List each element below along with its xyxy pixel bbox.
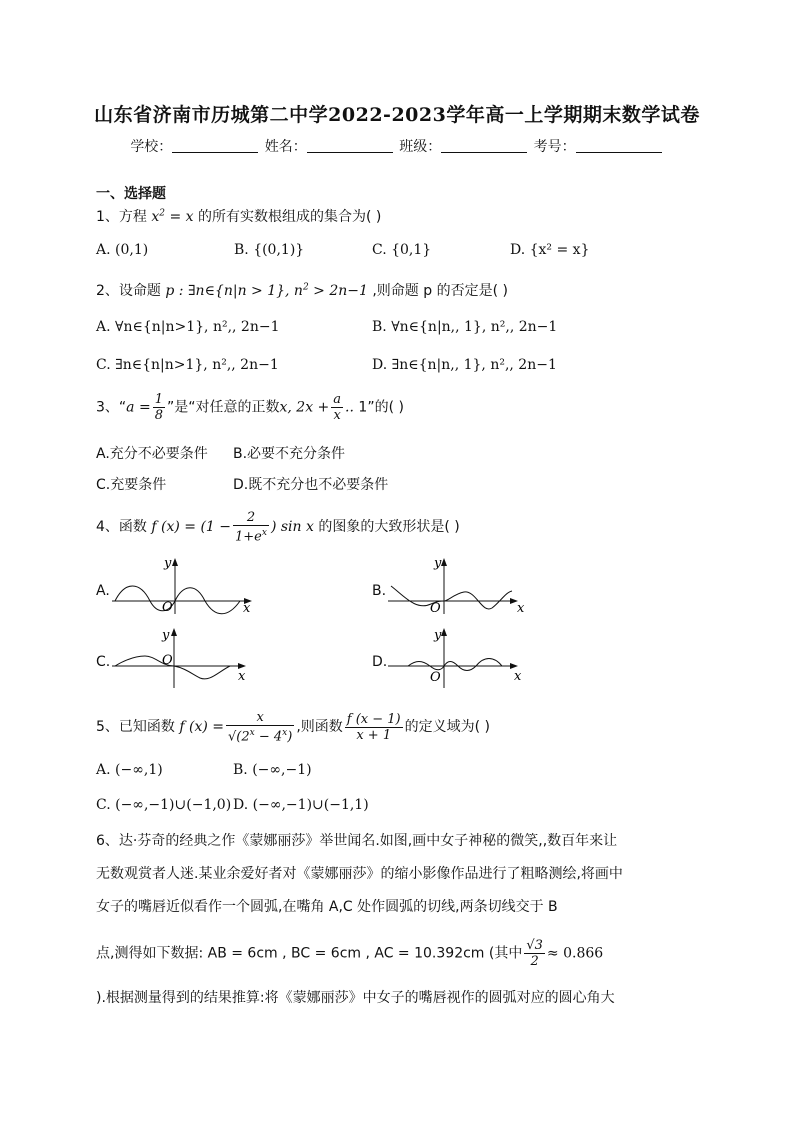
q2-stem [96,280,508,300]
q5-fraction-2: $\frac{f (x - 1)}{x + 1}$ [346,711,401,743]
q2-option-d[interactable]: D. ∃n∈{n|n,, 1}, n²,, 2n−1 [372,357,557,373]
q6-line-4-post: ≈ 0.866 [546,945,604,962]
svg-text:x: x [514,669,522,684]
q6-line-5: ).根据测量得到的结果推算:将《蒙娜丽莎》中女子的嘴唇视作的圆弧对应的圆心角大 [96,990,615,1006]
svg-text:y: y [162,628,170,643]
q3-stem-pre: 3、“ [96,399,127,416]
q4-stem-post: 的图象的大致形状是( ) [318,519,460,536]
q4-graph-d[interactable] [386,626,531,688]
q4-stem [96,510,460,544]
q3-condition: a = [126,399,151,416]
q5-function: f (x) = [179,719,225,736]
q4-option-c-label[interactable]: C. [96,654,111,670]
q2-stem-pre: 2、设命题 [96,283,161,299]
q1-stem-post: 的所有实数根组成的集合为( ) [198,209,382,225]
q2-option-c[interactable]: C. ∃n∈{n|n>1}, n²,, 2n−1 [96,357,279,373]
q5-option-b[interactable]: B. (−∞,−1) [233,762,312,778]
q6-line-4-pre: 点,测得如下数据: AB = 6cm , BC = 6cm , AC = 10.392cm (其中 [96,945,523,962]
q6-line-2: 无数观赏者人迷.某业余爱好者对《蒙娜丽莎》的缩小影像作品进行了粗略测绘,将画中 [96,866,623,882]
q2-stem-post: ,则命题 p 的否定是( ) [372,283,508,299]
q1-option-b[interactable]: B. {(0,1)} [234,242,305,258]
svg-text:y: y [434,628,442,643]
q1-stem-pre: 1、方程 [96,209,147,225]
q3-fraction: $\frac{1}{8}$ [154,392,163,423]
svg-text:x: x [238,669,246,684]
q2-option-b[interactable]: B. ∀n∈{n|n,, 1}, n²,, 2n−1 [372,319,558,335]
q1-stem [96,206,381,226]
q3-stem-mid: ”是“对任意的正数 [166,399,280,416]
student-info [0,136,794,156]
q3-stem [96,392,404,423]
svg-text:O: O [162,653,173,668]
q3-inequality: x, 2x + [279,399,330,416]
q3-option-c[interactable]: C.充要条件 [96,477,167,493]
name-field[interactable] [307,138,393,153]
q3-stem-post: 1”的( ) [358,399,404,416]
number-field[interactable] [576,138,662,153]
q6-line-1: 6、达·芬奇的经典之作《蒙娜丽莎》举世闻名.如图,画中女子神秘的微笑,,数百年来让 [96,833,618,849]
class-field[interactable] [441,138,527,153]
class-label: 班级： [399,139,442,155]
q3-fraction-ax: $\frac{a}{x}$ [333,392,342,423]
q4-graph-a[interactable] [110,556,255,616]
q3-option-b[interactable]: B.必要不充分条件 [233,446,346,462]
q1-option-d[interactable]: D. {x² = x} [510,242,590,258]
q3-geq: .. [345,399,354,416]
q5-option-d[interactable]: D. (−∞,−1)∪(−1,1) [233,797,369,813]
q1-equation: $x^2 = x$ [151,208,194,225]
axis-y-label: y [164,556,172,571]
page-title: 山东省济南市历城第二中学2022-2023学年高一上学期期末数学试卷 [94,104,700,126]
q2-proposition: p : ∃n∈{n|n > 1}, $n^2 > 2n-1$ [165,282,368,299]
q2-option-a[interactable]: A. ∀n∈{n|n>1}, n²,, 2n−1 [96,319,280,335]
school-field[interactable] [172,138,258,153]
q4-graph-c[interactable] [110,626,255,688]
origin-label: O [162,600,173,615]
school-label: 学校： [130,139,173,155]
q4-option-d-label[interactable]: D. [372,654,388,670]
q4-option-a-label[interactable]: A. [96,583,110,599]
name-label: 姓名： [264,139,307,155]
q5-stem-pre: 5、已知函数 [96,719,175,736]
q5-stem-mid: ,则函数 [296,719,343,736]
svg-text:O: O [430,670,441,685]
q5-fraction: $\frac{x}{√(2^x - 4^x)}$ [228,710,293,745]
q4-option-b-label[interactable]: B. [372,583,387,599]
svg-text:x: x [517,601,525,616]
q6-line-4 [96,938,603,969]
q6-line-3: 女子的嘴唇近似看作一个圆弧,在嘴角 A,C 处作圆弧的切线,两条切线交于 B [96,899,558,915]
q5-stem [96,710,490,744]
axis-x-label: x [243,601,251,616]
q1-option-a[interactable]: A. (0,1) [96,242,149,258]
svg-text:O: O [430,601,441,616]
q4-sin: ) sin x [270,519,314,536]
q3-option-d[interactable]: D.既不充分也不必要条件 [233,477,389,493]
q5-stem-post: 的定义域为( ) [404,719,491,736]
q6-fraction: $\frac{√3}{2}$ [526,938,543,969]
q4-graph-b[interactable] [386,556,531,616]
q5-option-c[interactable]: C. (−∞,−1)∪(−1,0) [96,797,232,813]
q4-stem-pre: 4、函数 [96,519,147,536]
q3-option-a[interactable]: A.充分不必要条件 [96,446,208,462]
q5-option-a[interactable]: A. (−∞,1) [96,762,163,778]
q4-fraction: $\frac{2}{1+e^x}$ [235,510,267,545]
q4-function: f (x) = (1 − [151,519,232,536]
number-label: 考号： [533,139,576,155]
q1-option-c[interactable]: C. {0,1} [372,242,432,258]
section-heading: 一、选择题 [96,186,166,202]
svg-text:y: y [434,556,442,571]
